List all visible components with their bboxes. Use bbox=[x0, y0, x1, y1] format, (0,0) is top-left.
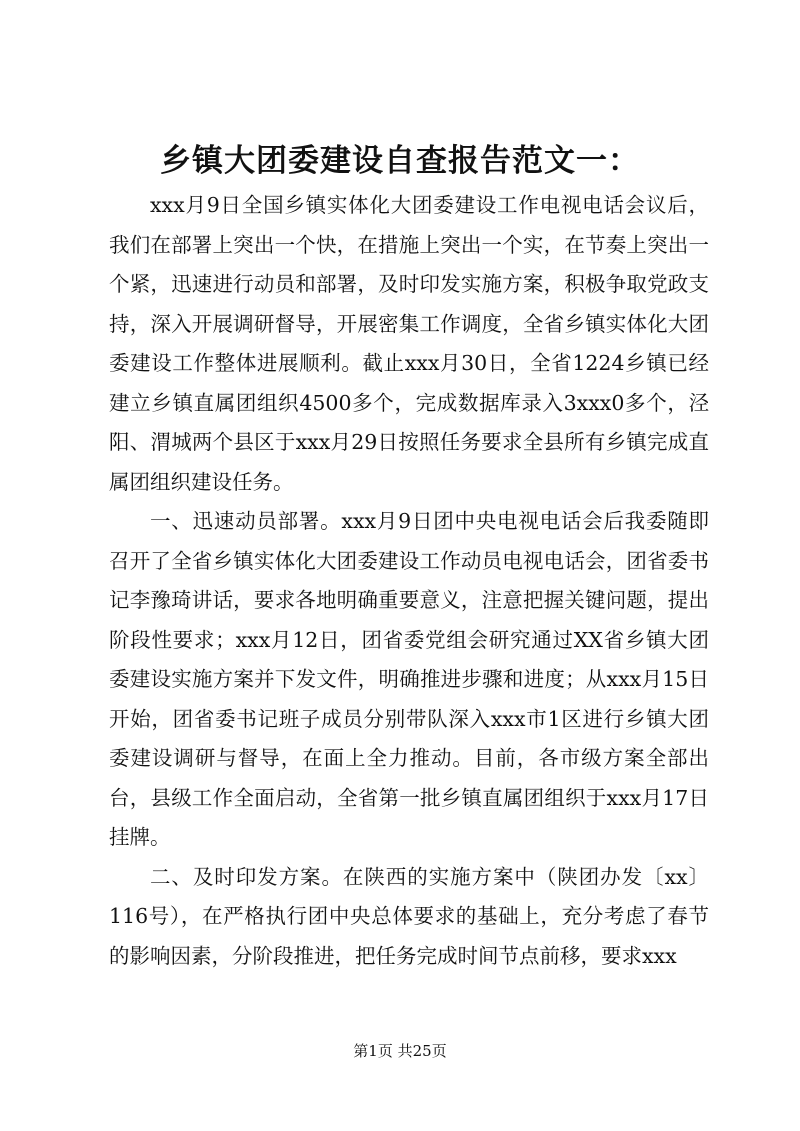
document-title: 乡镇大团委建设自查报告范文一： bbox=[160, 143, 640, 179]
page-footer: 第1页 共25页 bbox=[353, 1042, 447, 1060]
paragraph-section-1: 一、迅速动员部署。xxx月9日团中央电视电话会后我委随即召开了全省乡镇实体化大团委建设工作动员电视电话会，团省委书记李豫琦讲话，要求各地明确重要意义，注意把握关键问题，提出阶段性要求；xxx月12日，团省委党组会研究通过XX省乡镇大团委建设实施方案并下发文件，明确推进步骤和进度；从xxx月15日开始，团省委书记班子成员分别带队深入xxx市1区进行乡镇大团委建设调研与督导，在面上全力推动。目前，各市级方案全部出台，县级工作全面启动，全省第一批乡镇直属团组织于xxx月17日挂牌。 bbox=[109, 509, 709, 849]
document-body bbox=[109, 186, 709, 976]
paragraph-intro: xxx月9日全国乡镇实体化大团委建设工作电视电话会议后，我们在部署上突出一个快，在措施上突出一个实，在节奏上突出一个紧，迅速进行动员和部署，及时印发实施方案，积极争取党政支持，深入开展调研督导，开展密集工作调度，全省乡镇实体化大团委建设工作整体进展顺利。截止xxx月30日，全省1224乡镇已经建立乡镇直属团组织4500多个，完成数据库录入3xxx0多个，泾阳、渭城两个县区于xxx月29日按照任务要求全县所有乡镇完成直属团组织建设任务。 bbox=[109, 193, 709, 494]
paragraph-section-2: 二、及时印发方案。在陕西的实施方案中（陕团办发〔xx〕116号），在严格执行团中央总体要求的基础上，充分考虑了春节的影响因素，分阶段推进，把任务完成时间节点前移，要求xxx bbox=[109, 864, 709, 968]
